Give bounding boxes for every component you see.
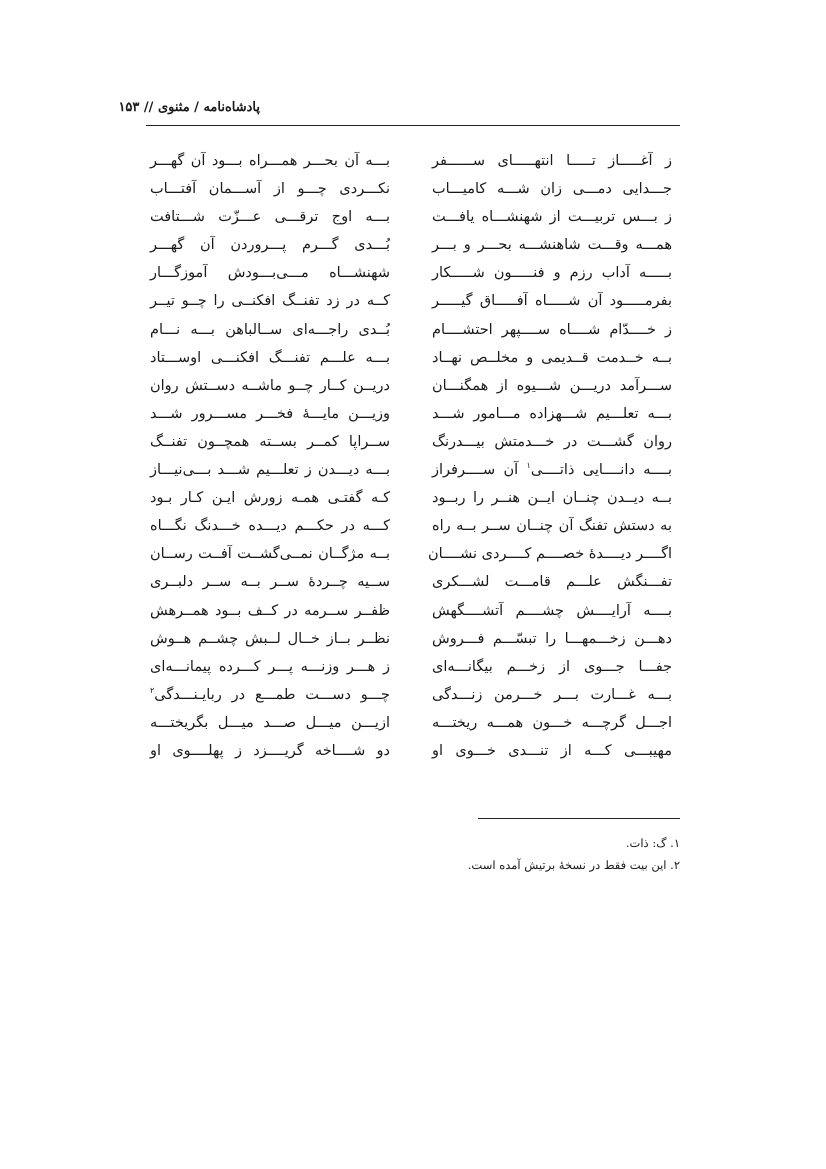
right-hemistich-6 bbox=[432, 287, 672, 315]
verse-text: ســیه چــردهٔ ســر بــه ســر دلبــری bbox=[150, 574, 390, 591]
left-hemistich-21 bbox=[150, 709, 390, 737]
right-hemistich-3 bbox=[432, 203, 672, 231]
verse-text: بُـــدی گـــرم پـــروردن آن گهـــر bbox=[150, 237, 390, 254]
left-hemistich-7 bbox=[150, 316, 390, 344]
right-hemistich-17 bbox=[432, 597, 672, 625]
left-hemistich-16 bbox=[150, 568, 390, 596]
verse-text: چـــو دســـت طمـــع در ربایـنـــدگی bbox=[154, 686, 390, 703]
verse-text: بــــه آرایــــش چشــــم آتشــــگهش bbox=[432, 602, 672, 619]
verse-text: بـــه آن بحـــر همـــراه بـــود آن گهـــر bbox=[150, 153, 390, 169]
verse-text: ازیـــن میـــل صـــد میـــل بگریختـــه bbox=[150, 714, 390, 731]
verse-text: مهیبـــی کـــه از تنـــدی خـــوی او bbox=[432, 742, 672, 759]
verse-text: اگــــر دیــــدهٔ خصــــم کــــردی نشــــان bbox=[428, 546, 672, 563]
verse-text: کـه گفتـی همـه زورش ایـن کـار بـود bbox=[150, 490, 390, 507]
verse-text: جفـــا جـــوی از زخـــم بیگانـــه‌ای bbox=[432, 658, 672, 675]
verse-text: دو شــــاخه گریــــزد ز پهلــــوی او bbox=[150, 742, 390, 759]
running-header bbox=[118, 97, 680, 126]
footnote-marker: ۲ bbox=[150, 685, 155, 695]
right-hemistich-7 bbox=[432, 316, 672, 344]
verse-text: به دستش تفنگ آن چنــان ســر بــه راه bbox=[432, 518, 672, 535]
right-hemistich-9 bbox=[432, 372, 672, 400]
verse-text: بـــه دیـــدن ز تعلـــیم شـــد بـــی‌نیـــاز bbox=[150, 462, 390, 479]
left-hemistich-3 bbox=[150, 203, 390, 231]
right-hemistich-18 bbox=[432, 625, 672, 653]
left-hemistich-9 bbox=[150, 372, 390, 400]
left-hemistich-13 bbox=[150, 484, 390, 512]
right-hemistich-14 bbox=[432, 512, 672, 540]
verse-text: بفرمـــــود آن شـــــاه آفـــــاق گیـــــر bbox=[432, 293, 672, 310]
left-hemistich-6 bbox=[150, 287, 390, 315]
right-hemistich-15 bbox=[428, 540, 672, 568]
right-hemistich-19 bbox=[432, 653, 672, 681]
right-hemistich-20 bbox=[432, 681, 672, 709]
left-hemistich-18 bbox=[150, 625, 390, 653]
right-hemistich-13 bbox=[432, 484, 672, 512]
verse-text: ز خــــدّام شــــاه ســــپهر احتشــــام bbox=[432, 321, 672, 338]
left-hemistich-1 bbox=[150, 147, 390, 175]
left-hemistich-19 bbox=[150, 653, 390, 681]
verse-text: وزیـــن مایـــهٔ فخـــر مســـرور شـــد bbox=[150, 405, 390, 422]
verse-text: شهنشـــاه مـــی‌بـــودش آموزگـــار bbox=[150, 265, 390, 282]
right-hemistich-1 bbox=[432, 147, 672, 175]
right-hemistich-10 bbox=[432, 400, 672, 428]
verse-text: نظــر بــاز خــال لــبش چشــم هــوش bbox=[150, 630, 390, 647]
footnote-2: ۲. این بیت فقط در نسخهٔ برتیش آمده است. bbox=[467, 858, 680, 872]
verse-text: بـــه تعلـــیم شـــهزاده مـــامور شـــد bbox=[432, 405, 672, 422]
footnotes bbox=[380, 832, 680, 876]
verse-text: بـــه علـــم تفنـــگ افکنـــی اوســـتاد bbox=[150, 349, 390, 366]
left-hemistich-2 bbox=[150, 175, 390, 203]
verse-text: ســـرآمد دریـــن شـــیوه از همگنـــان bbox=[432, 377, 672, 394]
footnote-1: ۱. گ: ذات. bbox=[625, 836, 680, 850]
right-hemistich-22 bbox=[432, 737, 672, 765]
verse-text: بــــه دانــــایی ذاتــــی bbox=[530, 462, 672, 479]
verse-text: بُــدی راجـــه‌ای ســالباهن بـــه نـــام bbox=[150, 321, 390, 338]
verse-text: بــه مژگــان نمــی‌گشــت آفــت رســان bbox=[150, 546, 390, 563]
footnote-marker: ۱ bbox=[526, 461, 531, 471]
verse-text: ز هـــر وزنـــه پـــر کـــرده پیمانـــه‌ای bbox=[150, 658, 390, 675]
left-hemistich-11 bbox=[150, 428, 390, 456]
right-hemistich-16 bbox=[432, 568, 672, 596]
verse-text: دهـــن زخـــمهـــا را تبسّـــم فـــروش bbox=[432, 630, 672, 647]
verse-text: بـــــه آداب رزم و فنـــــون شـــــکار bbox=[432, 265, 672, 282]
right-hemistich-5 bbox=[432, 259, 672, 287]
left-hemistich-12 bbox=[150, 456, 390, 484]
verse-text: بــه دیــدن چنــان ایــن هنــر را ربــود bbox=[432, 490, 672, 507]
left-hemistich-20 bbox=[150, 681, 390, 709]
left-column-hemistichs bbox=[150, 147, 390, 765]
right-column-hemistichs bbox=[428, 147, 672, 765]
verse-text: اجـــل گرچـــه خـــون همـــه ریختـــه bbox=[432, 714, 672, 731]
verse-text: ســراپا کمــر بســته همچــون تفنــگ bbox=[150, 433, 390, 450]
left-hemistich-10 bbox=[150, 400, 390, 428]
verse-text: بـــه غـــارت بـــر خـــرمن زنـــدگی bbox=[432, 686, 672, 703]
left-hemistich-5 bbox=[150, 259, 390, 287]
verse-text: ز آغـــــاز تـــــا انتهـــــای ســــــفر bbox=[432, 153, 672, 169]
right-hemistich-12 bbox=[432, 456, 672, 484]
left-hemistich-14 bbox=[150, 512, 390, 540]
right-hemistich-8 bbox=[432, 344, 672, 372]
running-head-text: پادشاه‌نامه / مثنوی // ۱۵۳ bbox=[118, 100, 260, 115]
verse-text: کــه در زد تفنــگ افکنــی را چــو تیــر bbox=[150, 293, 390, 310]
verse-text: بـــه اوج ترقـــی عـــزّت شـــتافت bbox=[150, 209, 390, 226]
verse-text: بــه خــدمت قــدیمی و مخلــص نهــاد bbox=[432, 349, 672, 366]
right-hemistich-11 bbox=[432, 428, 672, 456]
right-hemistich-2 bbox=[432, 175, 672, 203]
verse-text: همـــه وقـــت شاهنشـــه بحـــر و بـــر bbox=[432, 237, 672, 254]
verse-text: ظفــر ســرمه در کــف بــود همــرهش bbox=[150, 602, 390, 619]
verse-text-continued: آن ســــرفراز bbox=[432, 462, 527, 479]
verse-text: ز بـــس تربیـــت از شهنشـــاه یافـــت bbox=[432, 209, 672, 226]
left-hemistich-22 bbox=[150, 737, 390, 765]
left-hemistich-8 bbox=[150, 344, 390, 372]
poem-body bbox=[152, 147, 680, 787]
verse-text: تفـــنگش علـــم قامـــت لشـــکری bbox=[432, 574, 672, 591]
verse-text: نکـــردی چـــو از آســـمان آفتـــاب bbox=[150, 181, 390, 198]
footnote-divider bbox=[478, 818, 680, 819]
left-hemistich-15 bbox=[150, 540, 390, 568]
right-hemistich-4 bbox=[432, 231, 672, 259]
left-hemistich-17 bbox=[150, 597, 390, 625]
left-hemistich-4 bbox=[150, 231, 390, 259]
verse-text: جـــدایی دمـــی زان شـــه کامیـــاب bbox=[432, 181, 672, 198]
verse-text: دریــن کــار چــو ماشــه دســتش روان bbox=[150, 377, 390, 394]
right-hemistich-21 bbox=[432, 709, 672, 737]
verse-text: کـــه در حکـــم دیـــده خـــدنگ نگـــاه bbox=[150, 518, 390, 535]
verse-text: روان گشـــت در خـــدمتش بیـــدرنگ bbox=[432, 433, 672, 450]
